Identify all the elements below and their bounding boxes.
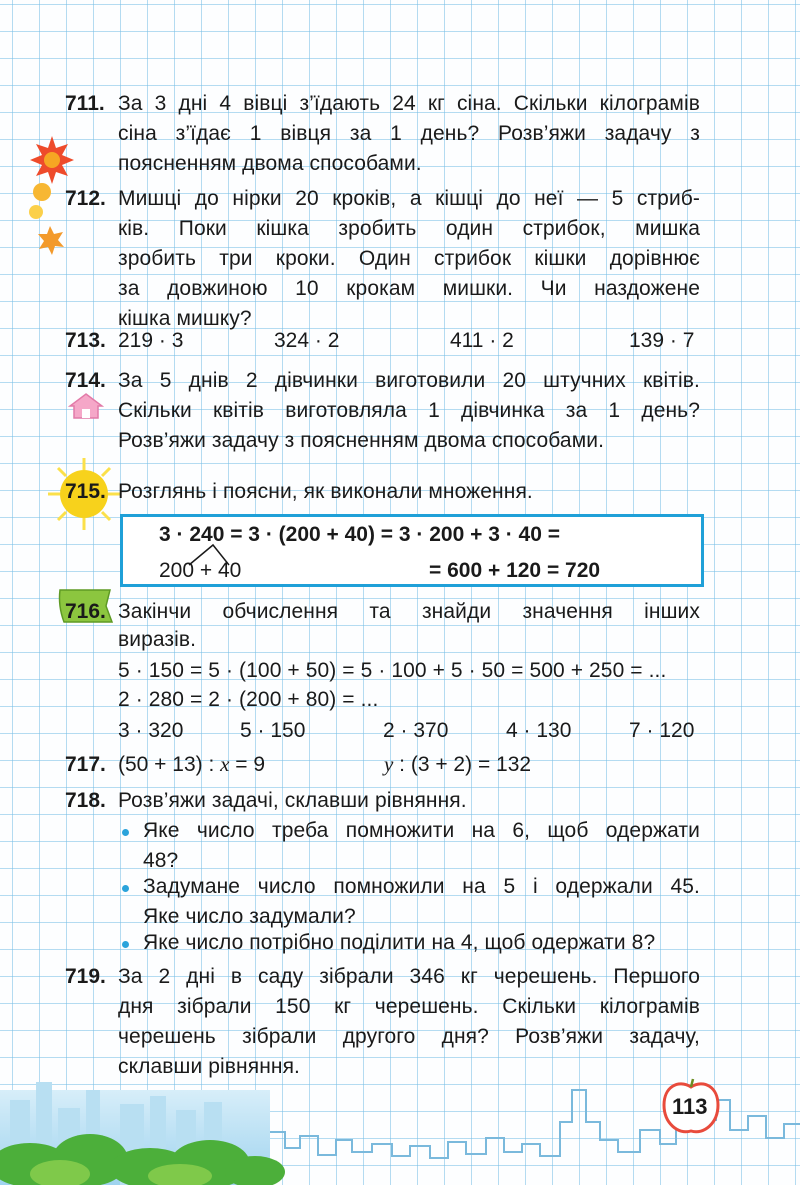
page-number: 113 — [672, 1094, 708, 1119]
problem-text: за довжиною 10 крокам мишки. Чи наздожене — [118, 277, 700, 300]
problem-number: 715. — [65, 480, 106, 503]
problem-text: За 5 днів 2 дівчинки виготовили 20 штучних квітів. — [118, 369, 700, 392]
problem-number: 713. — [65, 329, 106, 352]
expression: 219 · 3 — [118, 329, 184, 352]
problem-text: Скільки квітів виготовляла 1 дівчинка за 1 день? — [118, 399, 700, 422]
problem-number: 719. — [65, 965, 106, 988]
problem-text: сіна з’їдає 1 вівця за 1 день? Розв’яжи задачу з — [118, 122, 700, 145]
expression: 7 · 120 — [629, 719, 695, 742]
expression: 139 · 7 — [629, 329, 695, 352]
problem-number: 716. — [65, 600, 106, 623]
house-icon — [68, 392, 104, 420]
problem-text: За 3 дні 4 вівці з’їдають 24 кг сіна. Скільки кілограмів — [118, 92, 700, 115]
example-box — [120, 514, 704, 587]
problem-text: Яке число потрібно поділити на 4, щоб одержати 8? — [143, 931, 656, 954]
expression: 5 · 150 — [240, 719, 306, 742]
variable-y: y — [384, 752, 394, 776]
problem-text: 48? — [143, 849, 179, 872]
bullet — [122, 941, 129, 948]
bullet — [122, 885, 129, 892]
problem-text: Розв’яжи задачу з поясненням двома способами. — [118, 429, 605, 452]
problem-number: 711. — [65, 92, 105, 115]
example-split: 200 + 40 — [159, 559, 242, 582]
problem-number: 717. — [65, 753, 106, 776]
problem-text: Розглянь і поясни, як виконали множення. — [118, 480, 533, 503]
problem-text: кішка мишку? — [118, 307, 252, 330]
problem-text: Мишці до нірки 20 кроків, а кішці до неї — 5 стриб- — [118, 187, 700, 210]
equation-2 — [384, 749, 531, 780]
problem-text: Яке число задумали? — [143, 905, 356, 928]
example-line-2: = 600 + 120 = 720 — [429, 559, 601, 582]
expression: 4 · 130 — [506, 719, 572, 742]
problem-text: За 2 дні в саду зібрали 346 кг черешень. Першого — [118, 965, 700, 988]
problem-text: Задумане число помножили на 5 і одержали 45. — [143, 875, 700, 898]
example-line-1: 3 · 240 = 3 · (200 + 40) = 3 · 200 + 3 · 40 = — [159, 523, 561, 546]
problem-number: 714. — [65, 369, 106, 392]
problem-text: черешень зібрали другого дня? Розв’яжи задачу, — [118, 1025, 700, 1048]
expression: 3 · 320 — [118, 719, 184, 742]
expression: 2 · 280 = 2 · (200 + 80) = ... — [118, 688, 379, 711]
expression: 411 · 2 — [450, 329, 514, 352]
problem-text: Яке число треба помножити на 6, щоб одержати — [143, 819, 700, 842]
problem-text: дня зібрали 150 кг черешень. Скільки кілограмів — [118, 995, 700, 1018]
equation-part: : (3 + 2) = 132 — [393, 753, 532, 776]
expression: 5 · 150 = 5 · (100 + 50) = 5 · 100 + 5 · 50 = 500 + 250 = ... — [118, 659, 667, 682]
equation-1 — [118, 749, 265, 780]
variable-x: x — [220, 752, 230, 776]
problem-text: зробить три кроки. Один стрибок кішки дорівнює — [118, 247, 700, 270]
bullet — [122, 829, 129, 836]
equation-part: (50 + 13) : — [118, 753, 221, 776]
problem-text: поясненням двома способами. — [118, 152, 422, 175]
problem-text: виразів. — [118, 628, 197, 651]
problem-text: ків. Поки кішка зробить один стрибок, мишка — [118, 217, 700, 240]
problem-number: 712. — [65, 187, 106, 210]
problem-text: склавши рівняння. — [118, 1055, 300, 1078]
equation-part: = 9 — [229, 753, 266, 776]
expression: 2 · 370 — [383, 719, 449, 742]
problem-text: Закінчи обчислення та знайди значення інших — [118, 600, 700, 623]
expression: 324 · 2 — [274, 329, 340, 352]
problem-number: 718. — [65, 789, 106, 812]
problem-text: Розв’яжи задачі, склавши рівняння. — [118, 789, 467, 812]
